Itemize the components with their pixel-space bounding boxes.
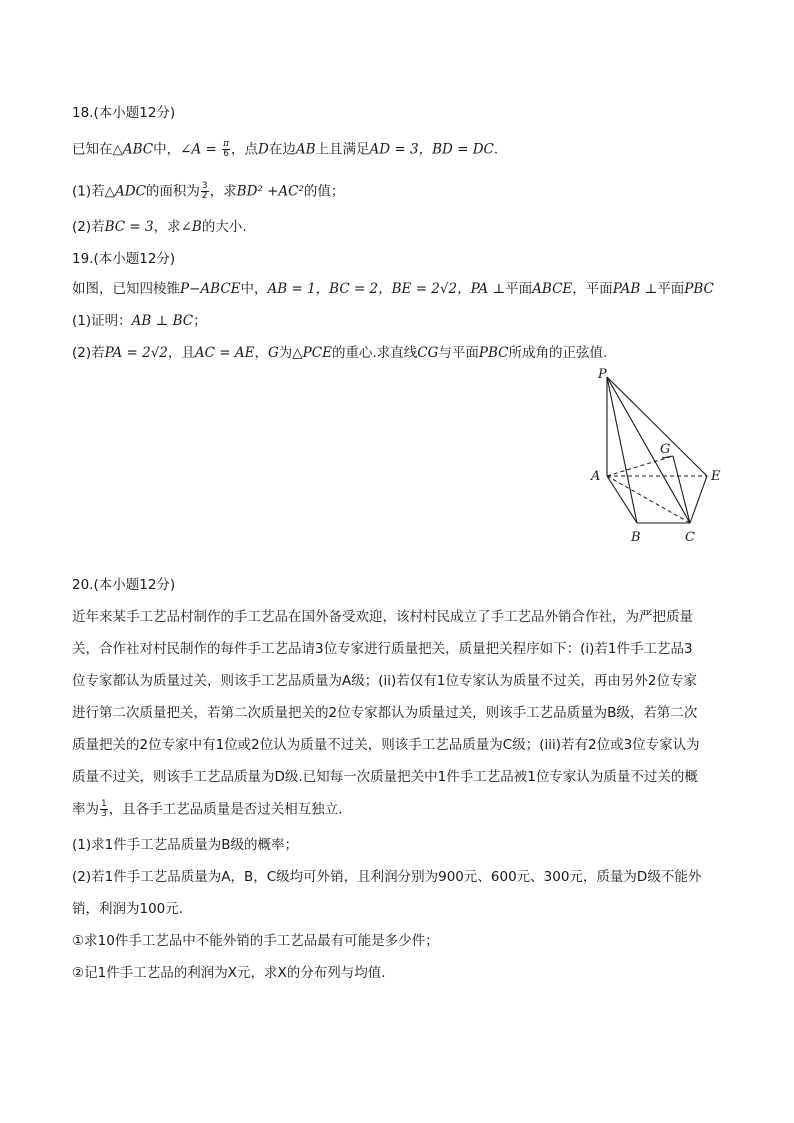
- q19-stem: 如图，已知四棱锥P−ABCE中，AB = 1，BC = 2，BE = 2√2，PA ⊥平面ABCE，平面PAB ⊥平面PBC: [72, 281, 714, 297]
- q19-part2: (2)若PA = 2√2，且AC = AE，G为△PCE的重心.求直线CG与平面PBC所成角的正弦值.: [72, 345, 608, 361]
- q20-line7: 率为 $\frac{1}{3}$ ，且各手工艺品质量是否过关相互独立.: [72, 799, 343, 819]
- q20-part1: (1)求1件手工艺品质量为B级的概率；: [72, 837, 298, 853]
- q19-header: 19.(本小题12分): [72, 251, 176, 267]
- pyramid-figure: [585, 360, 730, 550]
- q20-sub2: ②记1件手工艺品的利润为X元，求X的分布列与均值.: [72, 965, 386, 981]
- edge-PC: [607, 377, 690, 523]
- q18-part2: (2)若BC = 3，求∠B的大小.: [72, 219, 247, 235]
- q18-stem: 已知在△ABC中，∠A = $\frac{\pi}{6}$ ，点D在边AB上且满足AD = 3，BD = DC.: [72, 139, 499, 159]
- q20-line4: 进行第二次质量把关，若第二次质量把关的2位专家都认为质量过关，则该手工艺品质量为B级，若第二次: [72, 705, 698, 721]
- edge-AC: [607, 476, 690, 523]
- q20-header: 20.(本小题12分): [72, 577, 176, 593]
- edge-GC: [673, 456, 690, 523]
- q20-line3: 位专家都认为质量过关，则该手工艺品质量为A级；(ii)若仅有1位专家认为质量不过关，再由另外2位专家: [72, 673, 697, 689]
- pi-over-6: $\frac{\pi}{6}$: [223, 139, 230, 159]
- label-E: E: [711, 469, 721, 484]
- label-P: P: [598, 367, 607, 382]
- label-B: B: [631, 530, 641, 545]
- label-A: A: [591, 469, 601, 484]
- q19-part1: (1)证明：AB ⊥ BC；: [72, 313, 207, 329]
- q20-part2-line2: 销，利润为100元.: [72, 901, 184, 917]
- q20-line1: 近年来某手工艺品村制作的手工艺品在国外备受欢迎，该村村民成立了手工艺品外销合作社，为严把质量: [72, 609, 693, 625]
- label-G: G: [660, 442, 671, 457]
- one-third: $\frac{1}{3}$: [101, 799, 107, 819]
- q20-sub1: ①求10件手工艺品中不能外销的手工艺品最有可能是多少件；: [72, 933, 439, 949]
- q20-part2-line1: (2)若1件手工艺品质量为A，B，C级均可外销，且利润分别为900元、600元、300元，质量为D级不能外: [72, 869, 702, 885]
- pyramid-diagram: [585, 360, 730, 550]
- label-C: C: [685, 530, 695, 545]
- three-halves: $\frac{3}{2}$: [201, 181, 208, 201]
- q20-line6: 质量不过关，则该手工艺品质量为D级.已知每一次质量把关中1件手工艺品被1位专家认为质量不过关的概: [72, 769, 698, 785]
- q18-header: 18.(本小题12分): [72, 105, 176, 121]
- edge-PB: [607, 377, 637, 523]
- edge-AG: [607, 456, 673, 476]
- edge-CE: [690, 476, 707, 523]
- q20-line2: 关，合作社对村民制作的每件手工艺品请3位专家进行质量把关，质量把关程序如下：(i)若1件手工艺品3: [72, 641, 693, 657]
- q18-part1: (1)若△ADC的面积为 $\frac{3}{2}$ ，求BD² +AC²的值；: [72, 181, 345, 201]
- q20-line5: 质量把关的2位专家中有1位或2位认为质量不过关，则该手工艺品质量为C级；(iii)若有2位或3位专家认为: [72, 737, 700, 753]
